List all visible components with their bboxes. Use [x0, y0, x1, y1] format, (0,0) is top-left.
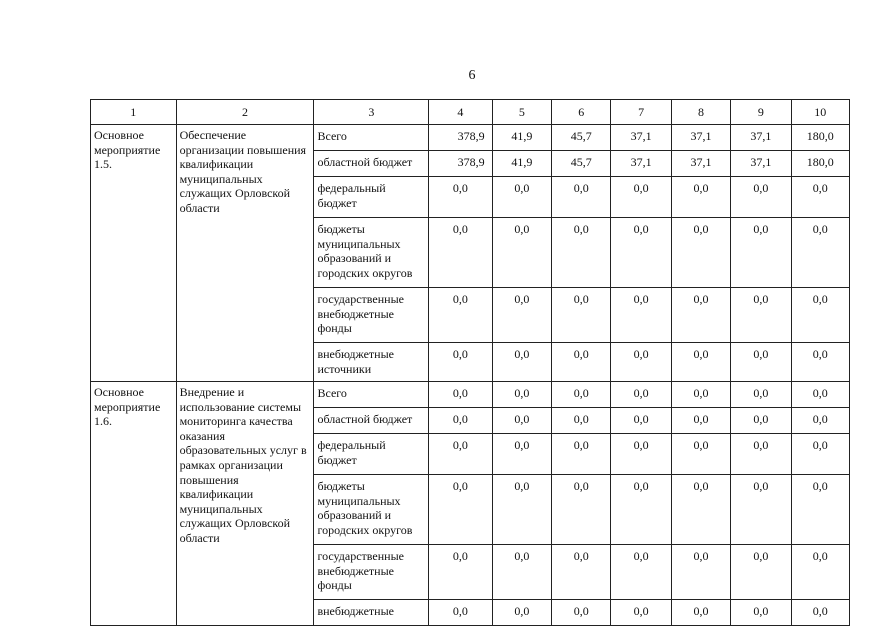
value-cell: 0,0: [492, 545, 551, 600]
value-cell: 0,0: [429, 545, 492, 600]
value-cell: 378,9: [429, 125, 492, 151]
header-cell: 3: [314, 100, 429, 125]
value-cell: 37,1: [731, 125, 791, 151]
page-number: 6: [468, 68, 476, 83]
value-cell: 0,0: [791, 475, 849, 545]
value-cell: 0,0: [671, 288, 730, 343]
value-cell: 0,0: [791, 382, 849, 408]
event-cell: Основное мероприятие 1.6.: [91, 382, 177, 626]
value-cell: 0,0: [731, 218, 791, 288]
value-cell: 0,0: [791, 177, 849, 218]
value-cell: 0,0: [731, 434, 791, 475]
value-cell: 0,0: [492, 218, 551, 288]
value-cell: 0,0: [671, 475, 730, 545]
value-cell: 0,0: [492, 382, 551, 408]
value-cell: 0,0: [671, 434, 730, 475]
value-cell: 0,0: [552, 475, 611, 545]
value-cell: 0,0: [731, 475, 791, 545]
value-cell: 0,0: [492, 434, 551, 475]
value-cell: 0,0: [611, 434, 671, 475]
value-cell: 0,0: [552, 218, 611, 288]
value-cell: 180,0: [791, 125, 849, 151]
value-cell: 41,9: [492, 125, 551, 151]
value-cell: 0,0: [731, 382, 791, 408]
value-cell: 0,0: [791, 408, 849, 434]
header-cell: 6: [552, 100, 611, 125]
value-cell: 0,0: [552, 408, 611, 434]
source-cell: внебюджетные: [314, 600, 429, 626]
header-cell: 5: [492, 100, 551, 125]
header-row: [91, 100, 850, 125]
value-cell: 0,0: [731, 343, 791, 382]
value-cell: 180,0: [791, 151, 849, 177]
value-cell: 0,0: [611, 408, 671, 434]
value-cell: 0,0: [791, 600, 849, 626]
value-cell: 0,0: [791, 343, 849, 382]
value-cell: 0,0: [429, 434, 492, 475]
value-cell: 0,0: [671, 382, 730, 408]
value-cell: 0,0: [552, 434, 611, 475]
value-cell: 0,0: [429, 600, 492, 626]
source-cell: областной бюджет: [314, 408, 429, 434]
value-cell: 0,0: [731, 545, 791, 600]
value-cell: 0,0: [671, 408, 730, 434]
value-cell: 0,0: [429, 288, 492, 343]
value-cell: 0,0: [552, 382, 611, 408]
value-cell: 0,0: [611, 382, 671, 408]
value-cell: 0,0: [429, 475, 492, 545]
value-cell: 37,1: [611, 151, 671, 177]
event-name-cell: Обеспечение организации повышения квалификации муниципальных служащих Орловской области: [176, 125, 314, 382]
header-cell: 9: [731, 100, 791, 125]
value-cell: 0,0: [791, 288, 849, 343]
source-cell: Всего: [314, 125, 429, 151]
value-cell: 0,0: [429, 343, 492, 382]
value-cell: 0,0: [429, 177, 492, 218]
header-cell: 4: [429, 100, 492, 125]
source-cell: государственные внебюджетные фонды: [314, 545, 429, 600]
value-cell: 0,0: [611, 600, 671, 626]
value-cell: 0,0: [731, 177, 791, 218]
value-cell: 0,0: [492, 177, 551, 218]
value-cell: 37,1: [671, 151, 730, 177]
header-cell: 1: [91, 100, 177, 125]
source-cell: бюджеты муниципальных образований и городских округов: [314, 218, 429, 288]
value-cell: 0,0: [731, 600, 791, 626]
value-cell: 0,0: [492, 343, 551, 382]
value-cell: 0,0: [552, 545, 611, 600]
source-cell: государственные внебюджетные фонды: [314, 288, 429, 343]
value-cell: 0,0: [552, 288, 611, 343]
budget-table: [90, 99, 850, 626]
header-cell: 2: [176, 100, 314, 125]
header-cell: 7: [611, 100, 671, 125]
value-cell: 0,0: [429, 382, 492, 408]
value-cell: 0,0: [611, 288, 671, 343]
value-cell: 45,7: [552, 125, 611, 151]
table-row: [91, 382, 850, 408]
value-cell: 0,0: [552, 600, 611, 626]
header-cell: 10: [791, 100, 849, 125]
value-cell: 0,0: [552, 177, 611, 218]
value-cell: 0,0: [671, 545, 730, 600]
value-cell: 0,0: [611, 475, 671, 545]
value-cell: 0,0: [791, 434, 849, 475]
value-cell: 0,0: [671, 177, 730, 218]
value-cell: 0,0: [611, 177, 671, 218]
value-cell: 0,0: [731, 408, 791, 434]
value-cell: 0,0: [492, 600, 551, 626]
value-cell: 45,7: [552, 151, 611, 177]
source-cell: областной бюджет: [314, 151, 429, 177]
table-row: [91, 125, 850, 151]
value-cell: 37,1: [731, 151, 791, 177]
value-cell: 0,0: [731, 288, 791, 343]
value-cell: 37,1: [611, 125, 671, 151]
value-cell: 0,0: [611, 545, 671, 600]
header-cell: 8: [671, 100, 730, 125]
source-cell: бюджеты муниципальных образований и городских округов: [314, 475, 429, 545]
value-cell: 0,0: [492, 288, 551, 343]
value-cell: 0,0: [791, 545, 849, 600]
event-name-cell: Внедрение и использование системы мониторинга качества оказания образовательных услуг в рамках организации повышения квалификации муниципальных служащих Орловской области: [176, 382, 314, 626]
source-cell: федеральный бюджет: [314, 177, 429, 218]
value-cell: 0,0: [611, 218, 671, 288]
value-cell: 0,0: [492, 475, 551, 545]
value-cell: 378,9: [429, 151, 492, 177]
source-cell: внебюджетные источники: [314, 343, 429, 382]
event-cell: Основное мероприятие 1.5.: [91, 125, 177, 382]
value-cell: 0,0: [552, 343, 611, 382]
value-cell: 0,0: [611, 343, 671, 382]
value-cell: 0,0: [671, 343, 730, 382]
source-cell: федеральный бюджет: [314, 434, 429, 475]
value-cell: 0,0: [429, 218, 492, 288]
value-cell: 37,1: [671, 125, 730, 151]
source-cell: Всего: [314, 382, 429, 408]
value-cell: 0,0: [492, 408, 551, 434]
value-cell: 0,0: [671, 218, 730, 288]
value-cell: 41,9: [492, 151, 551, 177]
value-cell: 0,0: [791, 218, 849, 288]
value-cell: 0,0: [429, 408, 492, 434]
value-cell: 0,0: [671, 600, 730, 626]
